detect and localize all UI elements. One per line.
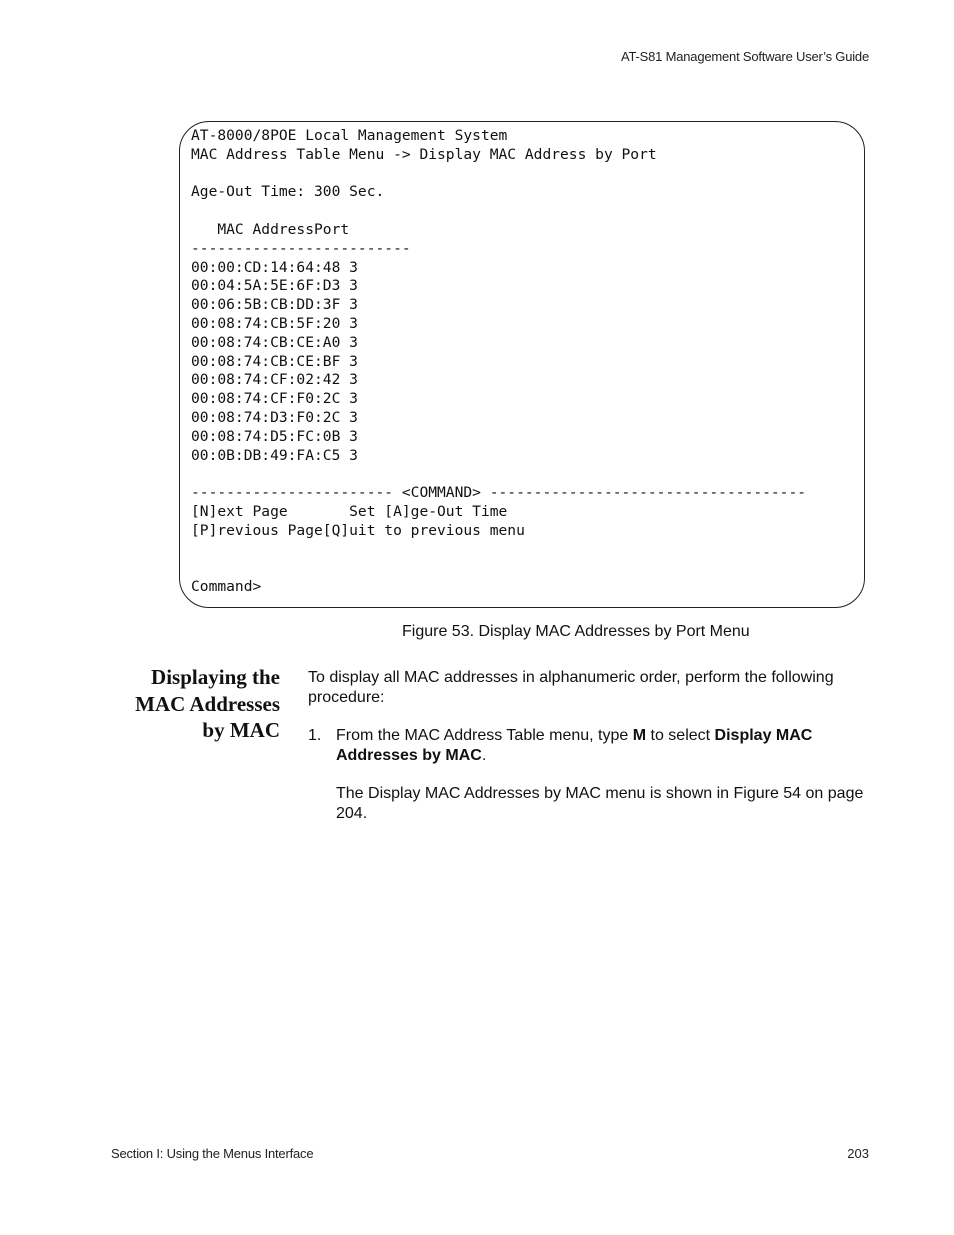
terminal-line: 00:04:5A:5E:6F:D3 3 — [191, 277, 358, 295]
section-heading — [80, 664, 280, 744]
step-note: The Display MAC Addresses by MAC menu is shown in Figure 54 on page 204. — [336, 785, 864, 822]
step-key: M — [632, 727, 647, 744]
terminal-line: 00:08:74:CF:02:42 3 — [191, 371, 358, 389]
terminal-line: AT-8000/8POE Local Management System — [191, 127, 508, 144]
step-text — [336, 726, 870, 766]
terminal-line: Age-Out Time: 300 Sec. — [191, 183, 385, 201]
terminal-line: 00:08:74:CB:CE:BF 3 — [191, 352, 358, 370]
running-header: AT-S81 Management Software User’s Guide — [621, 49, 869, 64]
body-text — [308, 668, 870, 824]
terminal-line: [N]ext Page Set [A]ge-Out Time — [191, 502, 508, 520]
terminal-screen-text — [191, 127, 806, 597]
terminal-line — [191, 165, 806, 184]
procedure-step — [308, 726, 870, 766]
intro-paragraph: To display all MAC addresses in alphanumeric order, perform the following procedure: — [308, 669, 834, 706]
terminal-line — [191, 559, 806, 578]
terminal-line — [191, 202, 806, 221]
section-heading-line: MAC Addresses — [135, 691, 280, 716]
terminal-line: 00:00:CD:14:64:48 3 — [191, 258, 358, 276]
terminal-line — [191, 541, 806, 560]
terminal-line: ----------------------- <COMMAND> ------------------------------------ — [191, 484, 807, 502]
footer-page-number: 203 — [847, 1146, 869, 1161]
terminal-line: [P]revious Page[Q]uit to previous menu — [191, 521, 525, 539]
terminal-line: MAC Address Table Menu -> Display MAC Address by Port — [191, 145, 657, 163]
terminal-line: 00:0B:DB:49:FA:C5 3 — [191, 446, 358, 464]
terminal-line — [191, 465, 806, 484]
terminal-line: 00:08:74:CB:5F:20 3 — [191, 314, 358, 332]
step-number: 1. — [308, 727, 322, 744]
step-text-part: From the MAC Address Table menu, type — [336, 727, 633, 744]
terminal-line: 00:06:5B:CB:DD:3F 3 — [191, 296, 358, 314]
terminal-line: 00:08:74:D5:FC:0B 3 — [191, 427, 358, 445]
terminal-line: Command> — [191, 578, 262, 596]
step-text-part: . — [481, 747, 487, 764]
terminal-line: MAC AddressPort — [191, 220, 350, 238]
terminal-line: ------------------------- — [191, 239, 411, 257]
terminal-line: 00:08:74:CF:F0:2C 3 — [191, 390, 358, 408]
figure-caption: Figure 53. Display MAC Addresses by Port Menu — [402, 623, 750, 640]
terminal-line: 00:08:74:CB:CE:A0 3 — [191, 333, 358, 351]
section-heading-line: Displaying the — [151, 665, 280, 689]
step-text-part: to select — [646, 727, 715, 744]
step-menu-item: Display MAC Addresses by MAC — [336, 727, 813, 764]
section-heading-line: by MAC — [202, 718, 280, 742]
terminal-line: 00:08:74:D3:F0:2C 3 — [191, 408, 358, 426]
footer-section-name: Section I: Using the Menus Interface — [111, 1146, 314, 1161]
